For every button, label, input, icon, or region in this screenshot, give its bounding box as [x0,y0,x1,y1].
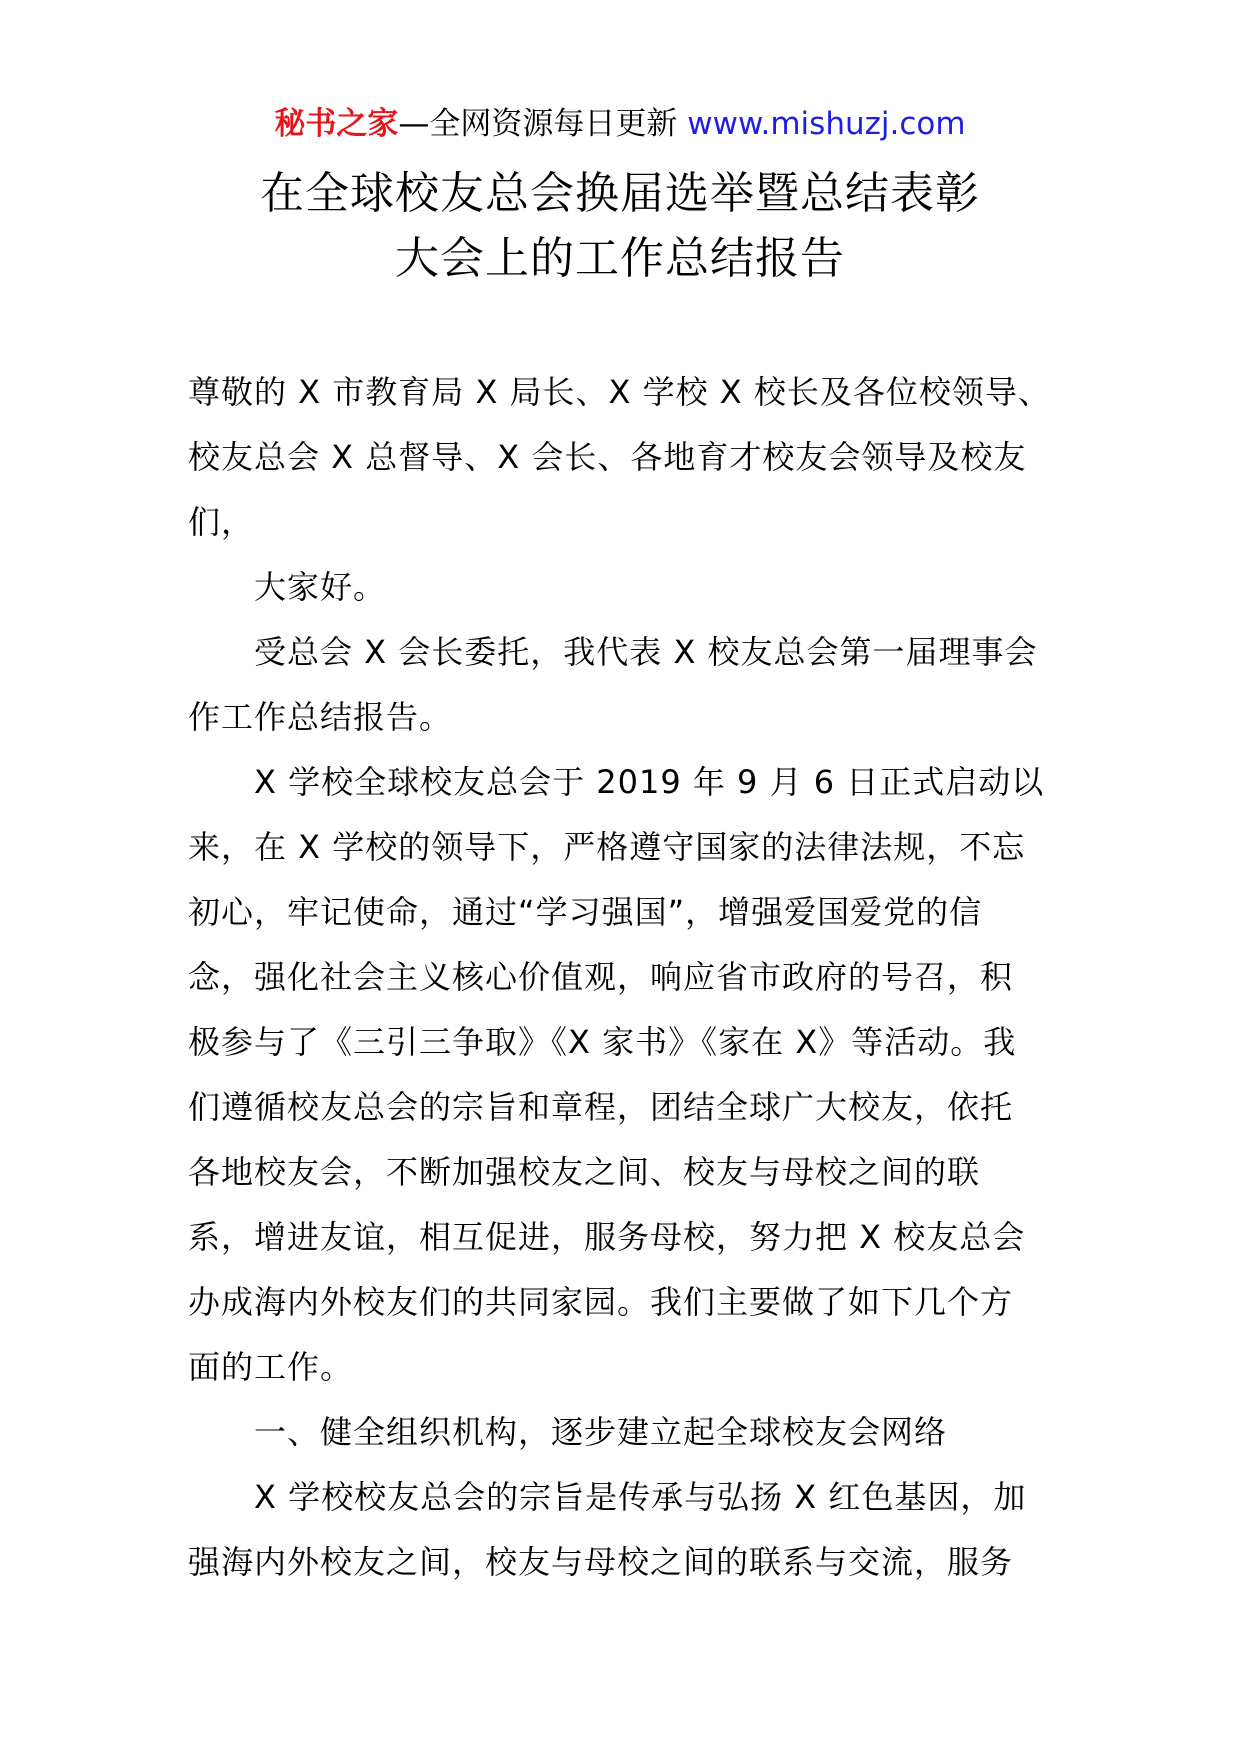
document-body [188,360,1068,1595]
body-line: 极参与了《三引三争取》《X 家书》《家在 X》等活动。我 [188,1023,1017,1061]
body-line: 办成海内外校友们的共同家园。我们主要做了如下几个方 [188,1283,1014,1321]
body-line: 念，强化社会主义核心价值观，响应省市政府的号召，积 [188,958,1014,996]
body-line: 校友总会 X 总督导、X 会长、各地育才校友会领导及校友 [188,438,1027,476]
body-line: 大家好。 [254,568,387,606]
document-title-line-2: 大会上的工作总结报告 [395,233,845,284]
body-line: 来，在 X 学校的领导下，严格遵守国家的法律法规，不忘 [188,828,1026,866]
body-line: 作工作总结报告。 [188,698,453,736]
body-line: 尊敬的 X 市教育局 X 局长、X 学校 X 校长及各位校领导、 [188,373,1051,411]
body-line: 们遵循校友总会的宗旨和章程，团结全球广大校友，依托 [188,1088,1014,1126]
body-line: 初心，牢记使命，通过“学习强国”，增强爱国爱党的信 [188,893,983,931]
body-line: X 学校校友总会的宗旨是传承与弘扬 X 红色基因，加 [254,1478,1027,1516]
header-tagline: —全网资源每日更新 [398,106,678,142]
site-url[interactable]: www.mishuzj.com [687,106,966,142]
body-line: 们， [188,503,255,541]
brand-name: 秘书之家 [274,106,399,142]
site-header [0,104,1240,144]
section-heading: 一、健全组织机构，逐步建立起全球校友会网络 [254,1413,948,1451]
document-title-line-1: 在全球校友总会换届选举暨总结表彰 [260,168,980,219]
body-line: 面的工作。 [188,1348,354,1386]
body-line: 各地校友会，不断加强校友之间、校友与母校之间的联 [188,1153,981,1191]
body-line: 强海内外校友之间，校友与母校之间的联系与交流，服务 [188,1543,1014,1581]
body-line: 受总会 X 会长委托，我代表 X 校友总会第一届理事会 [254,633,1038,671]
body-line: X 学校全球校友总会于 2019 年 9 月 6 日正式启动以 [254,763,1045,801]
body-line: 系，增进友谊，相互促进，服务母校，努力把 X 校友总会 [188,1218,1026,1256]
